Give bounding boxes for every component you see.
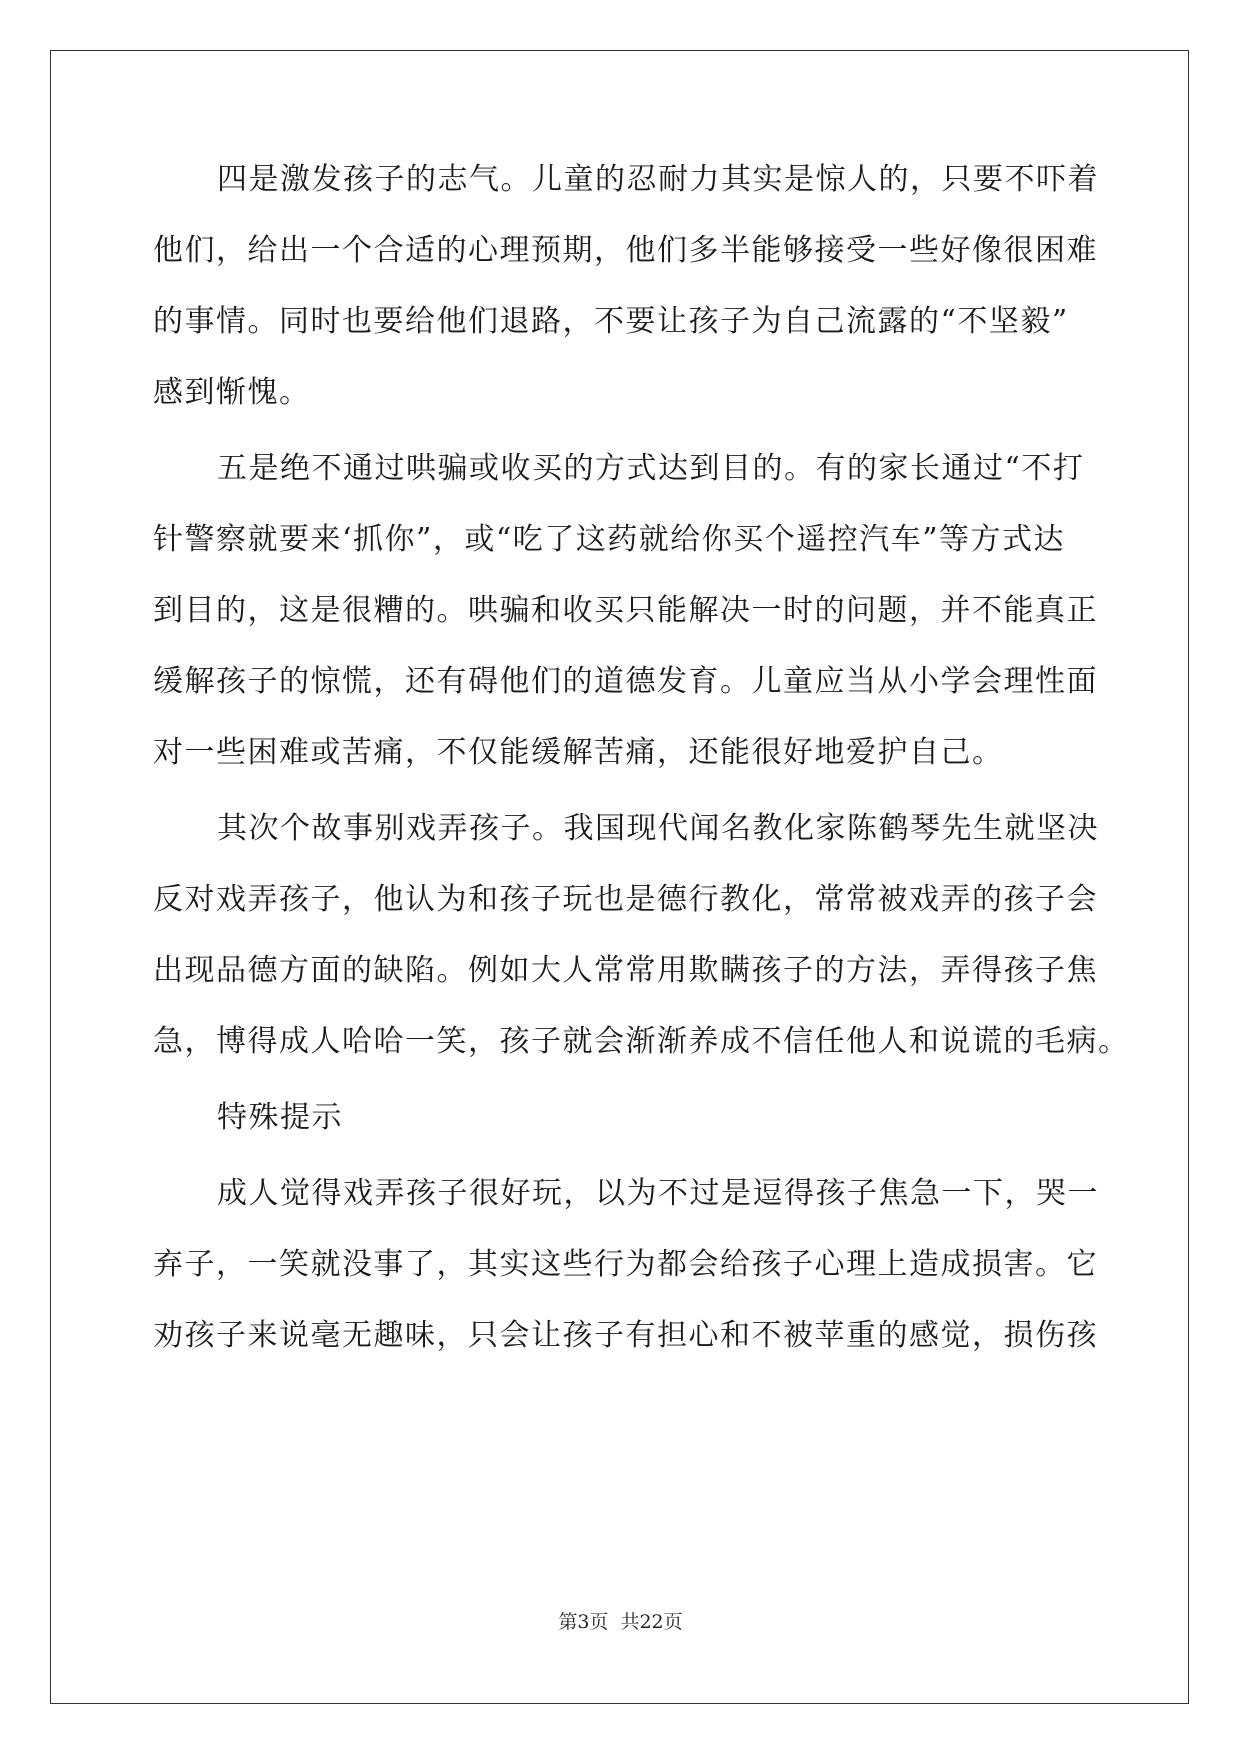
paragraph-2-line: 五是绝不通过哄骗或收买的方式达到目的。有的家长通过“不打 xyxy=(217,451,1085,486)
paragraph-2-line: 到目的，这是很糟的。哄骗和收买只能解决一时的问题，并不能真正 xyxy=(153,593,1098,628)
paragraph-3-line: 急，博得成人哈哈一笑，孩子就会渐渐养成不信任他人和说谎的毛病。 xyxy=(153,1024,1130,1059)
paragraph-5-line: 成人觉得戏弄孩子很好玩，以为不过是逗得孩子焦急一下，哭一 xyxy=(217,1176,1099,1211)
paragraph-1-line: 他们，给出一个合适的心理预期，他们多半能够接受一些好像很困难 xyxy=(153,233,1098,268)
page-number: 第3页 xyxy=(558,1611,609,1633)
paragraph-3-line: 反对戏弄孩子，他认为和孩子玩也是德行教化，常常被戏弄的孩子会 xyxy=(153,882,1098,917)
paragraph-5-line: 劝孩子来说毫无趣味，只会让孩子有担心和不被苹重的感觉，损伤孩 xyxy=(153,1318,1098,1353)
page-border xyxy=(50,50,1189,1704)
paragraph-1-line: 四是激发孩子的志气。儿童的忍耐力其实是惊人的，只要不吓着 xyxy=(217,162,1099,197)
paragraph-1-line: 感到惭愧。 xyxy=(153,375,311,410)
paragraph-2-line: 针警察就要来‘抓你”，或“吃了这药就给你买个遥控汽车”等方式达 xyxy=(153,522,1066,557)
paragraph-1-line: 的事情。同时也要给他们退路，不要让孩子为自己流露的“不坚毅” xyxy=(153,304,1069,339)
section-heading: 特殊提示 xyxy=(217,1100,343,1135)
paragraph-2-line: 对一些困难或苦痛，不仅能缓解苦痛，还能很好地爱护自己。 xyxy=(153,735,1004,770)
paragraph-3-line: 出现品德方面的缺陷。例如大人常常用欺瞒孩子的方法，弄得孩子焦 xyxy=(153,953,1098,988)
paragraph-5-line: 弃子，一笑就没事了，其实这些行为都会给孩子心理上造成损害。它 xyxy=(153,1247,1098,1282)
page-total: 共22页 xyxy=(620,1611,683,1633)
page-footer xyxy=(0,1607,1241,1634)
paragraph-2-line: 缓解孩子的惊慌，还有碍他们的道德发育。儿童应当从小学会理性面 xyxy=(153,664,1098,699)
paragraph-3-line: 其次个故事别戏弄孩子。我国现代闻名教化家陈鹤琴先生就坚决 xyxy=(217,811,1099,846)
